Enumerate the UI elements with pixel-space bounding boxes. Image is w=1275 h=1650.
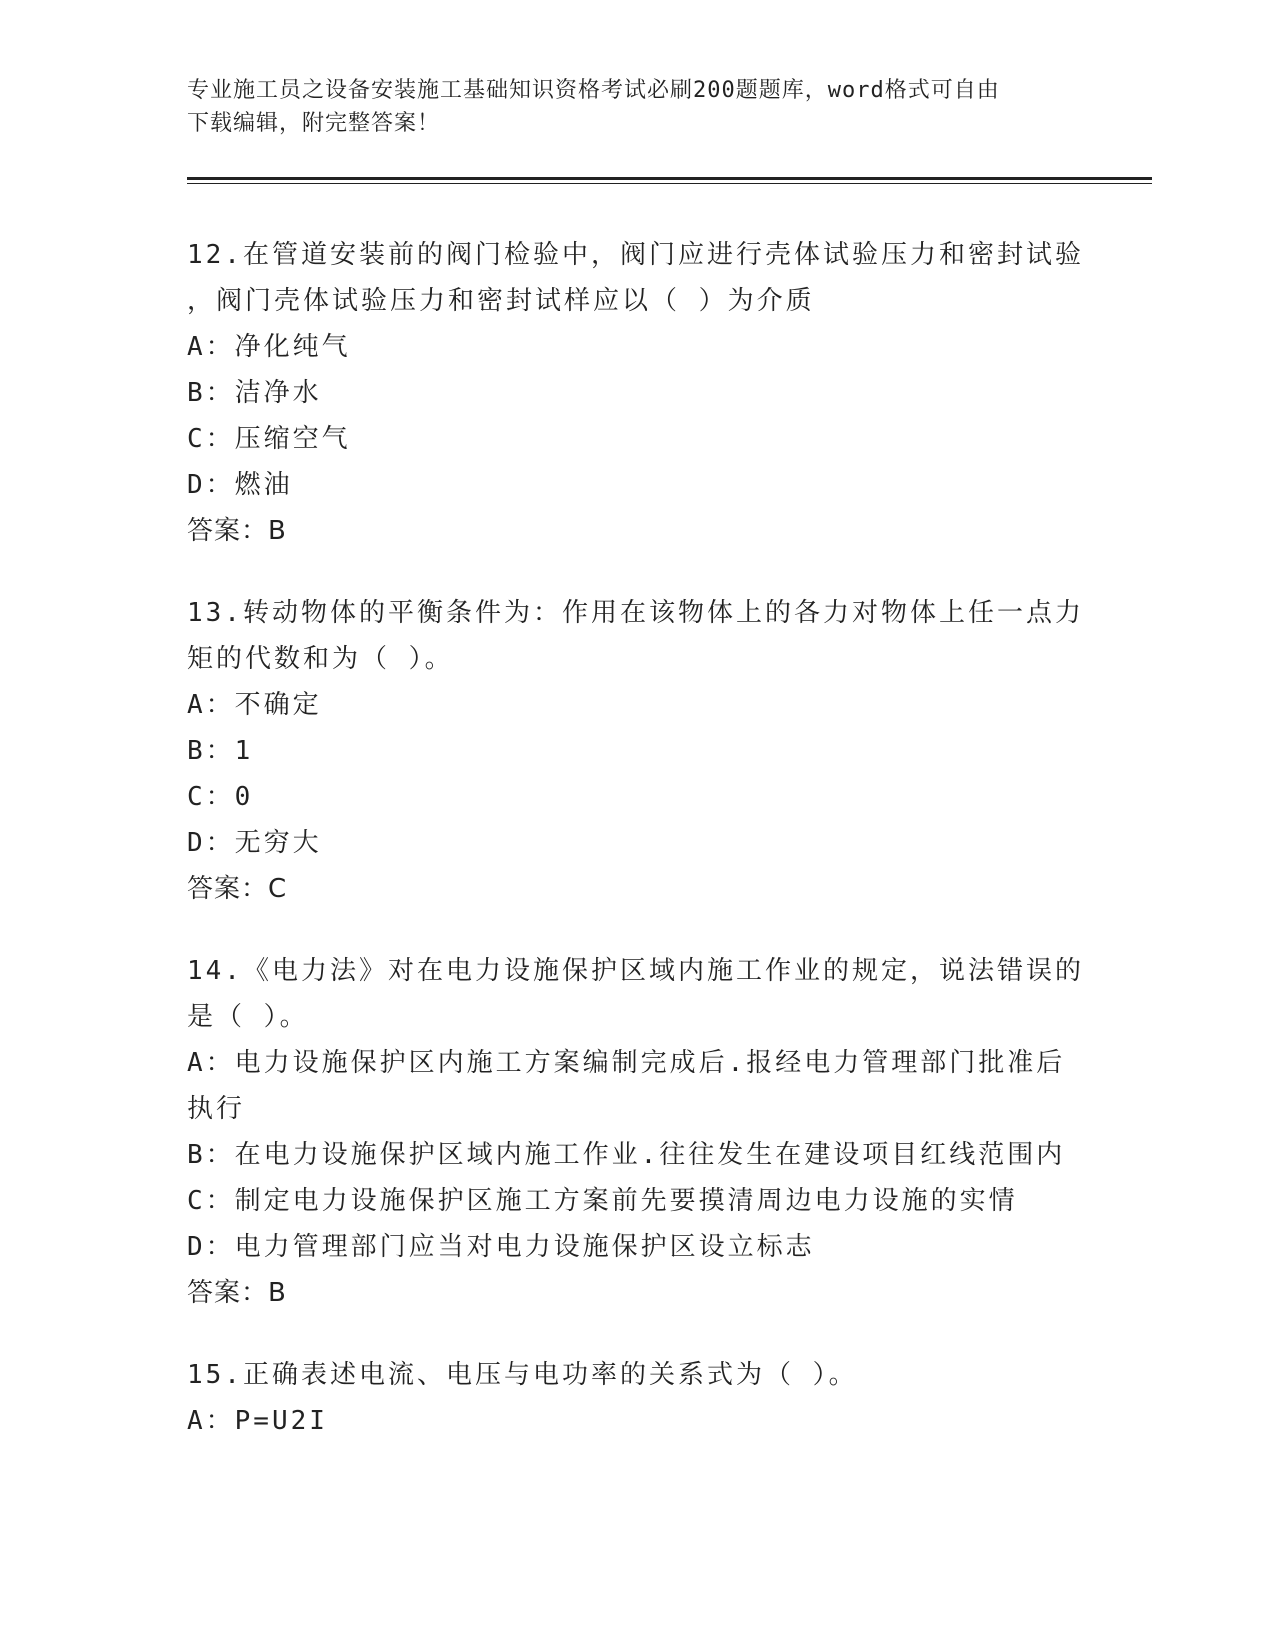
option-b: B：洁净水	[187, 378, 322, 408]
question-text-line: 14.《电力法》对在电力设施保护区域内施工作业的规定，说法错误的	[187, 956, 1084, 986]
option-a-continued: 执行	[187, 1094, 246, 1124]
question-text-line: 15.正确表述电流、电压与电功率的关系式为（ ）。	[187, 1360, 858, 1390]
header-divider-thick	[187, 177, 1152, 180]
question-text-line: 13.转动物体的平衡条件为：作用在该物体上的各力对物体上任一点力	[187, 598, 1084, 628]
option-c: C：制定电力设施保护区施工方案前先要摸清周边电力设施的实情	[187, 1186, 1018, 1216]
question-text-line: 12.在管道安装前的阀门检验中，阀门应进行壳体试验压力和密封试验	[187, 240, 1084, 270]
question-text-line: 是（ ）。	[187, 1002, 309, 1032]
header-divider-thin	[187, 183, 1152, 184]
option-a: A：电力设施保护区内施工方案编制完成后.报经电力管理部门批准后	[187, 1048, 1066, 1078]
question-list	[187, 232, 1087, 1480]
option-c: C：压缩空气	[187, 424, 351, 454]
answer: 答案：C	[187, 874, 288, 904]
option-c: C：0	[187, 782, 254, 812]
question-15	[187, 1352, 1087, 1444]
document-header	[187, 74, 1087, 140]
header-line-1: 专业施工员之设备安装施工基础知识资格考试必刷200题题库，word格式可自由	[187, 78, 1000, 103]
question-text-line: ，阀门壳体试验压力和密封试样应以（ ）为介质	[187, 286, 815, 316]
question-text-line: 矩的代数和为（ ）。	[187, 644, 454, 674]
option-b: B：在电力设施保护区域内施工作业.往往发生在建设项目红线范围内	[187, 1140, 1066, 1170]
answer: 答案：B	[187, 516, 287, 546]
question-14	[187, 948, 1087, 1316]
option-b: B：1	[187, 736, 254, 766]
option-a: A：不确定	[187, 690, 322, 720]
option-a: A：P=U2I	[187, 1406, 328, 1436]
question-13	[187, 590, 1087, 912]
option-d: D：燃油	[187, 470, 293, 500]
question-12	[187, 232, 1087, 554]
answer: 答案：B	[187, 1278, 287, 1308]
option-d: D：无穷大	[187, 828, 322, 858]
option-d: D：电力管理部门应当对电力设施保护区设立标志	[187, 1232, 815, 1262]
header-line-2: 下载编辑，附完整答案！	[187, 111, 441, 136]
option-a: A：净化纯气	[187, 332, 351, 362]
